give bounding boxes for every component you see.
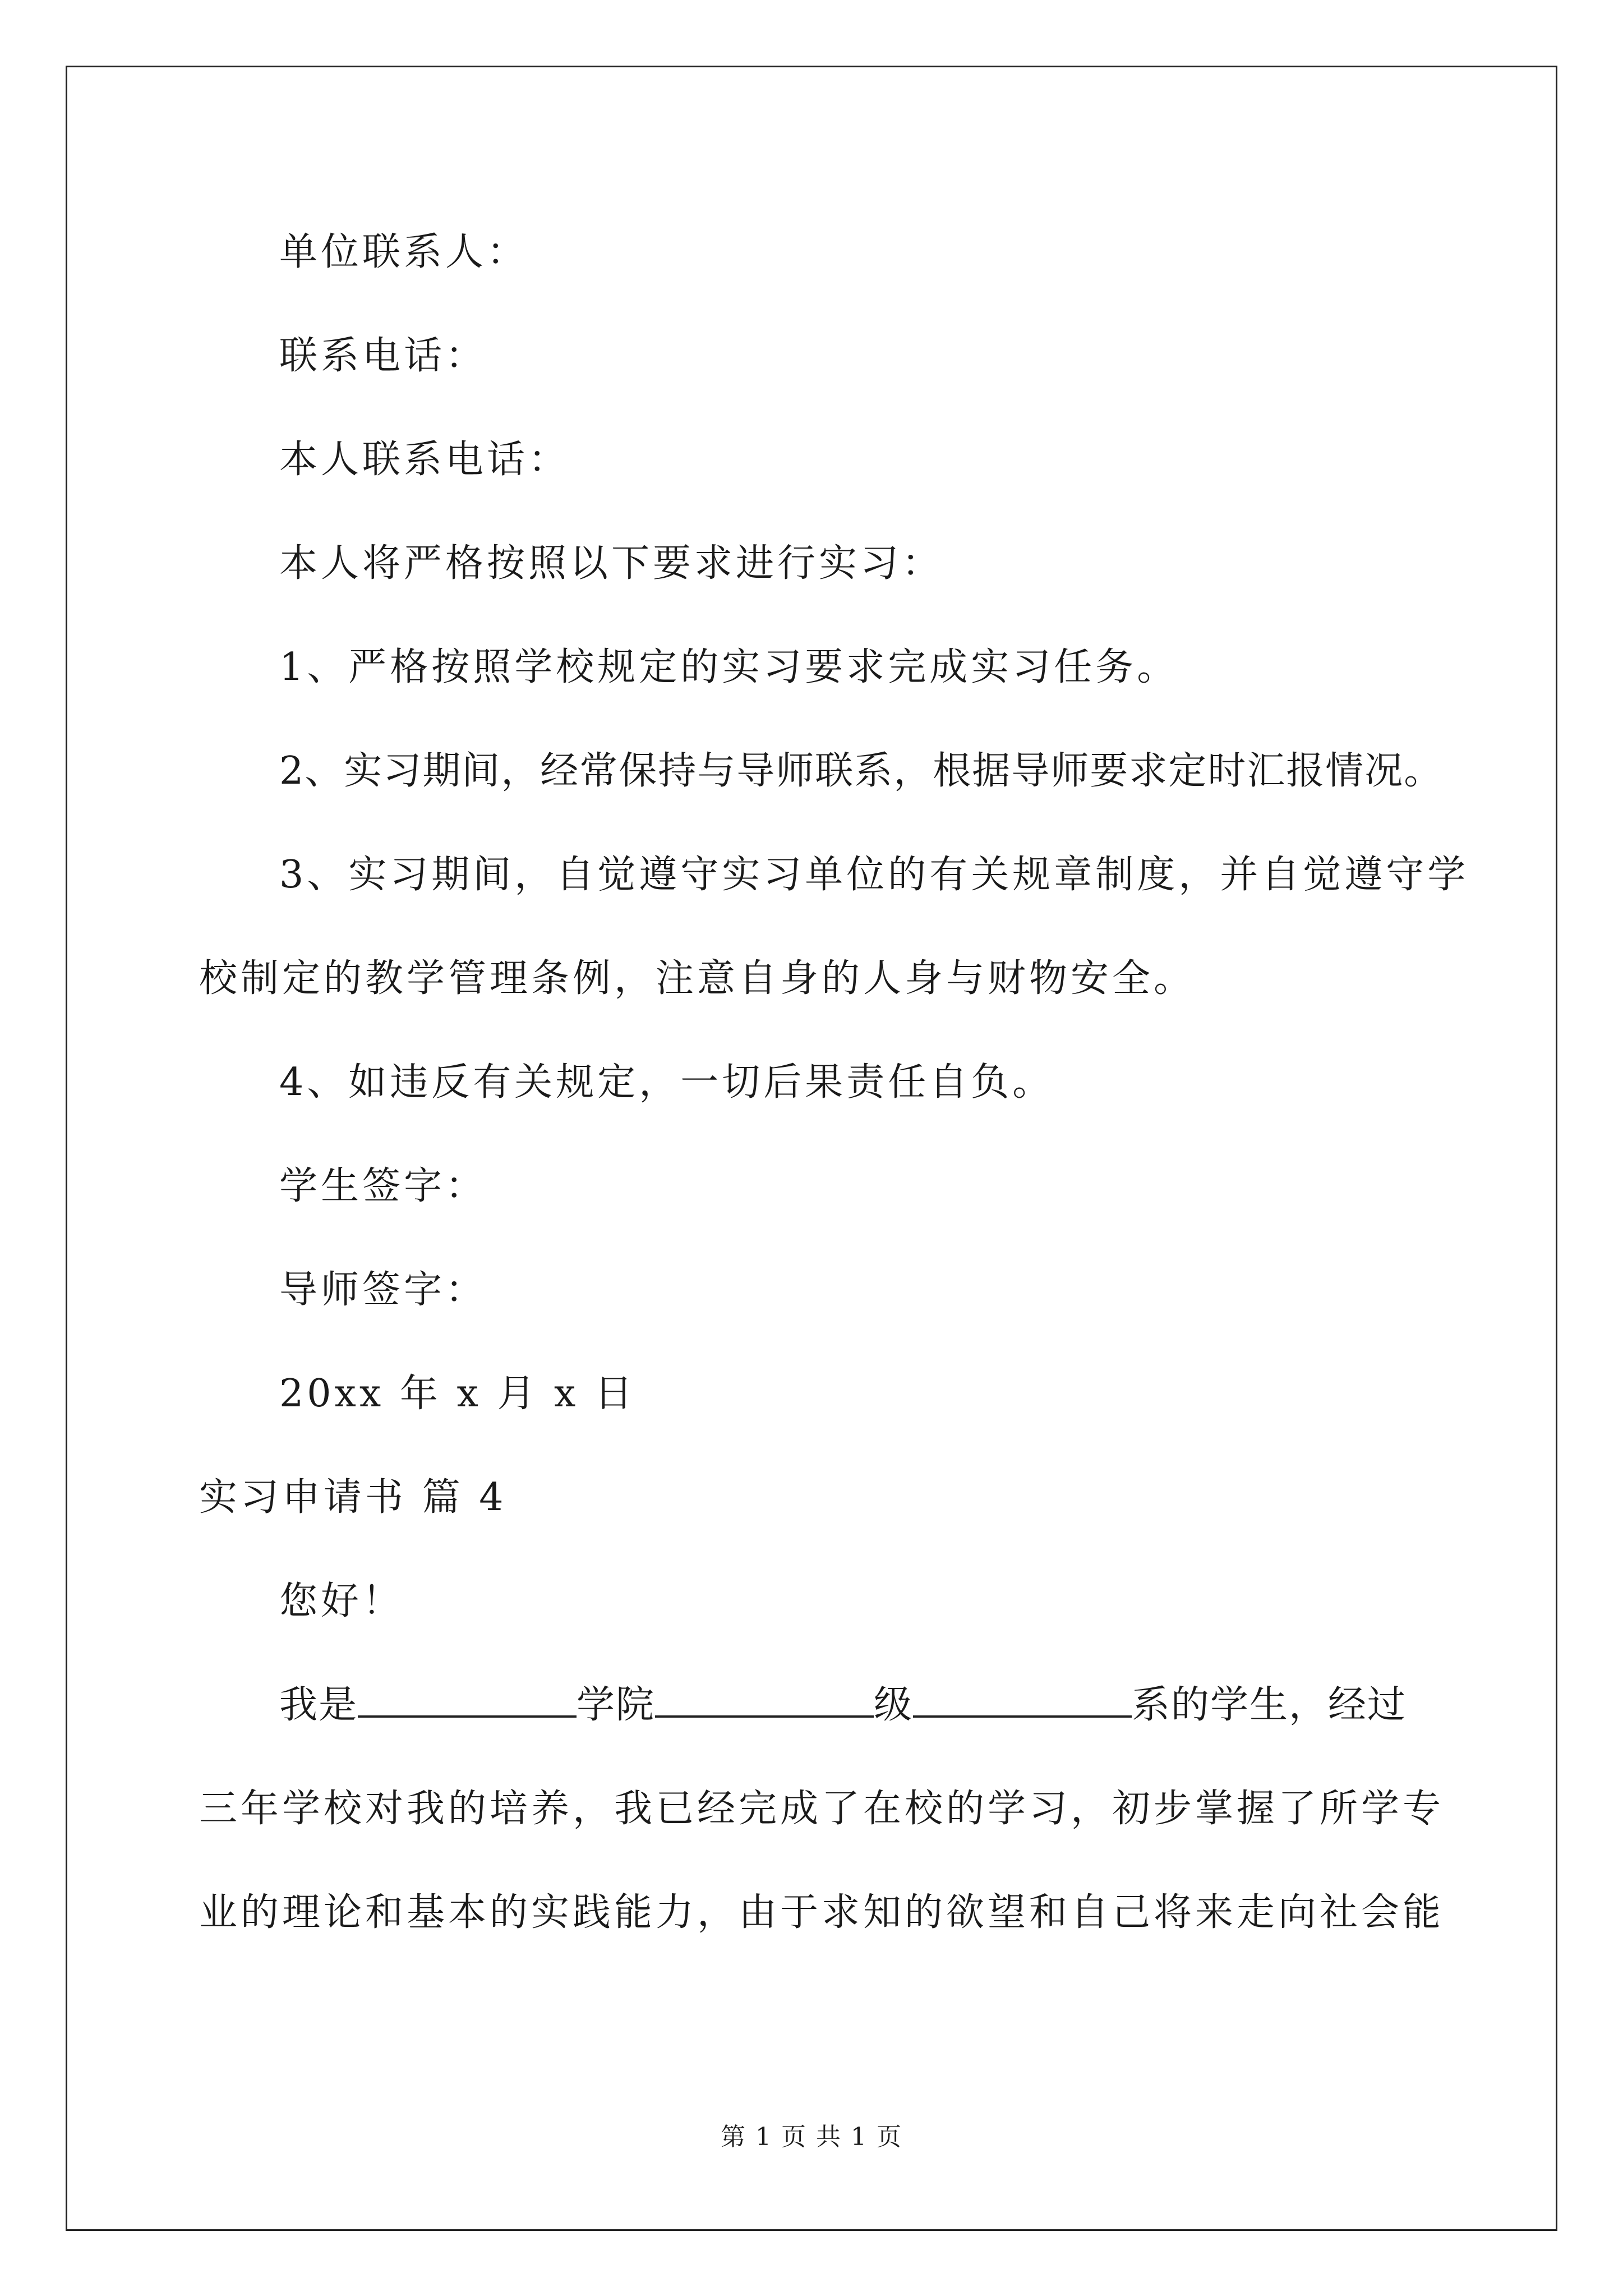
intro-line-2: 三年学校对我的培养，我已经完成了在校的学习，初步掌握了所学专 xyxy=(199,1787,1445,1831)
requirement-3-line-2: 校制定的教学管理条例，注意自身的人身与财物安全。 xyxy=(199,956,1196,1001)
date-line: 20xx 年 x 月 x 日 xyxy=(279,1372,637,1416)
requirement-3-line-1: 3、实习期间，自觉遵守实习单位的有关规章制度，并自觉遵守学 xyxy=(279,853,1469,897)
requirement-2: 2、实习期间，经常保持与导师联系，根据导师要求定时汇报情况。 xyxy=(279,749,1444,793)
section-heading: 实习申请书 篇 4 xyxy=(199,1475,507,1520)
requirement-4: 4、如违反有关规定，一切后果责任自负。 xyxy=(279,1060,1054,1105)
student-signature-line: 学生签字： xyxy=(279,1164,487,1208)
advisor-signature-line: 导师签字： xyxy=(279,1268,487,1312)
intro-text-c: 级 xyxy=(874,1683,914,1727)
page-footer: 第 1 页 共 1 页 xyxy=(721,2123,902,2151)
contact-person-line: 单位联系人： xyxy=(279,230,529,274)
greeting: 您好！ xyxy=(279,1579,404,1623)
intro-text-a: 我是 xyxy=(279,1683,358,1727)
intro-text-d: 系的学生，经过 xyxy=(1132,1683,1407,1727)
intro-line-1 xyxy=(279,1680,1407,1731)
grade-blank[interactable] xyxy=(655,1682,874,1718)
requirement-1: 1、严格按照学校规定的实习要求完成实习任务。 xyxy=(279,645,1179,689)
requirements-intro: 本人将严格按照以下要求进行实习： xyxy=(279,541,944,586)
intro-line-3: 业的理论和基本的实践能力，由于求知的欲望和自己将来走向社会能 xyxy=(199,1890,1445,1935)
college-blank[interactable] xyxy=(358,1682,577,1718)
my-phone-line: 本人联系电话： xyxy=(279,438,570,482)
intro-text-b: 学院 xyxy=(577,1683,656,1727)
contact-phone-line: 联系电话： xyxy=(279,334,487,378)
department-blank[interactable] xyxy=(913,1682,1132,1718)
